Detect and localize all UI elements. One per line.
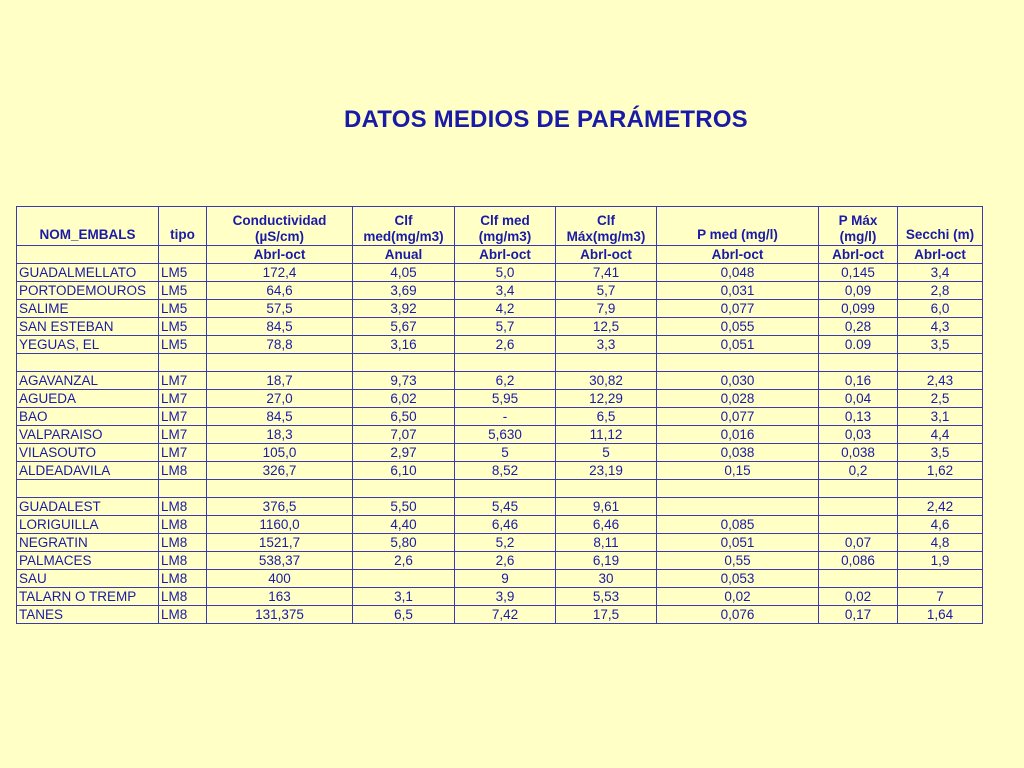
value-cell — [819, 498, 898, 516]
value-cell: 0,55 — [657, 552, 819, 570]
table-row — [17, 318, 983, 336]
reservoir-name-cell: SAU — [17, 570, 159, 588]
reservoir-name-cell: AGUEDA — [17, 390, 159, 408]
value-cell: 17,5 — [556, 606, 657, 624]
reservoir-name-cell: SALIME — [17, 300, 159, 318]
type-cell: LM8 — [159, 462, 207, 480]
value-cell: 0,085 — [657, 516, 819, 534]
value-cell: 1,62 — [898, 462, 983, 480]
value-cell: 0,04 — [819, 390, 898, 408]
value-cell: 18,3 — [207, 426, 353, 444]
value-cell: 12,29 — [556, 390, 657, 408]
type-cell — [159, 354, 207, 372]
type-cell: LM7 — [159, 444, 207, 462]
type-cell: LM8 — [159, 552, 207, 570]
value-cell: 30 — [556, 570, 657, 588]
value-cell: 163 — [207, 588, 353, 606]
value-cell: 3,9 — [455, 588, 556, 606]
reservoir-name-cell: SAN ESTEBAN — [17, 318, 159, 336]
value-cell — [556, 480, 657, 498]
value-cell: 5,95 — [455, 390, 556, 408]
value-cell: 6,5 — [556, 408, 657, 426]
value-cell — [556, 354, 657, 372]
reservoir-name-cell: VILASOUTO — [17, 444, 159, 462]
value-cell: 4,8 — [898, 534, 983, 552]
period-cell: Abrl-oct — [898, 246, 983, 264]
table-row — [17, 426, 983, 444]
value-cell: 0,053 — [657, 570, 819, 588]
type-cell: LM5 — [159, 264, 207, 282]
value-cell: 2,97 — [353, 444, 455, 462]
value-cell — [455, 480, 556, 498]
value-cell: 0,07 — [819, 534, 898, 552]
period-row — [17, 246, 983, 264]
value-cell: 5,80 — [353, 534, 455, 552]
value-cell: 6,46 — [455, 516, 556, 534]
value-cell — [819, 354, 898, 372]
value-cell: 1,9 — [898, 552, 983, 570]
table-row — [17, 300, 983, 318]
type-cell: LM8 — [159, 498, 207, 516]
value-cell: 0,016 — [657, 426, 819, 444]
value-cell: 11,12 — [556, 426, 657, 444]
value-cell — [455, 354, 556, 372]
period-cell: Abrl-oct — [819, 246, 898, 264]
value-cell: 0,048 — [657, 264, 819, 282]
value-cell: 6,2 — [455, 372, 556, 390]
value-cell: 7,42 — [455, 606, 556, 624]
period-cell: Abrl-oct — [657, 246, 819, 264]
value-cell: 4,40 — [353, 516, 455, 534]
value-cell: 2,43 — [898, 372, 983, 390]
type-cell — [159, 480, 207, 498]
value-cell: 4,3 — [898, 318, 983, 336]
value-cell: 5,0 — [455, 264, 556, 282]
value-cell: 2,42 — [898, 498, 983, 516]
value-cell: 0,051 — [657, 534, 819, 552]
value-cell: 0,13 — [819, 408, 898, 426]
value-cell: 3,5 — [898, 444, 983, 462]
value-cell: 172,4 — [207, 264, 353, 282]
value-cell: 0,2 — [819, 462, 898, 480]
value-cell: 3,4 — [898, 264, 983, 282]
type-cell: LM7 — [159, 390, 207, 408]
value-cell — [657, 498, 819, 516]
type-cell: LM7 — [159, 408, 207, 426]
value-cell — [353, 354, 455, 372]
value-cell — [819, 516, 898, 534]
table-row — [17, 516, 983, 534]
value-cell: 5 — [556, 444, 657, 462]
value-cell: - — [455, 408, 556, 426]
period-cell — [17, 246, 159, 264]
type-cell: LM8 — [159, 534, 207, 552]
value-cell: 105,0 — [207, 444, 353, 462]
value-cell: 3,1 — [353, 588, 455, 606]
value-cell: 7 — [898, 588, 983, 606]
value-cell: 5,53 — [556, 588, 657, 606]
value-cell: 5,45 — [455, 498, 556, 516]
value-cell: 0,086 — [819, 552, 898, 570]
col-header-clf-med-anual: Clf med(mg/m3) — [353, 207, 455, 246]
value-cell: 5,2 — [455, 534, 556, 552]
type-cell: LM5 — [159, 318, 207, 336]
reservoir-name-cell: NEGRATIN — [17, 534, 159, 552]
value-cell: 0,17 — [819, 606, 898, 624]
type-cell: LM8 — [159, 516, 207, 534]
value-cell: 7,41 — [556, 264, 657, 282]
value-cell — [898, 570, 983, 588]
period-cell: Anual — [353, 246, 455, 264]
value-cell: 6,19 — [556, 552, 657, 570]
table-row — [17, 534, 983, 552]
value-cell: 0,076 — [657, 606, 819, 624]
type-cell: LM8 — [159, 606, 207, 624]
table-row — [17, 372, 983, 390]
value-cell — [898, 480, 983, 498]
reservoir-name-cell — [17, 480, 159, 498]
type-cell: LM5 — [159, 300, 207, 318]
value-cell: 1521,7 — [207, 534, 353, 552]
value-cell — [207, 354, 353, 372]
value-cell: 4,2 — [455, 300, 556, 318]
table-row — [17, 390, 983, 408]
value-cell: 2,6 — [353, 552, 455, 570]
header-row — [17, 207, 983, 246]
value-cell: 0,077 — [657, 408, 819, 426]
value-cell: 2,5 — [898, 390, 983, 408]
value-cell — [898, 354, 983, 372]
table-row — [17, 552, 983, 570]
table-row — [17, 444, 983, 462]
value-cell: 3,16 — [353, 336, 455, 354]
value-cell: 64,6 — [207, 282, 353, 300]
value-cell: 9 — [455, 570, 556, 588]
value-cell: 1160,0 — [207, 516, 353, 534]
value-cell: 2,6 — [455, 552, 556, 570]
reservoir-name-cell: TANES — [17, 606, 159, 624]
value-cell: 84,5 — [207, 408, 353, 426]
table-row — [17, 588, 983, 606]
value-cell: 2,6 — [455, 336, 556, 354]
value-cell: 84,5 — [207, 318, 353, 336]
value-cell: 6,50 — [353, 408, 455, 426]
value-cell: 9,61 — [556, 498, 657, 516]
value-cell: 0,03 — [819, 426, 898, 444]
value-cell: 3,3 — [556, 336, 657, 354]
value-cell: 27,0 — [207, 390, 353, 408]
value-cell: 57,5 — [207, 300, 353, 318]
value-cell: 4,6 — [898, 516, 983, 534]
col-header-secchi: Secchi (m) — [898, 207, 983, 246]
type-cell: LM8 — [159, 588, 207, 606]
table-row — [17, 570, 983, 588]
value-cell: 0,055 — [657, 318, 819, 336]
table-row — [17, 264, 983, 282]
value-cell — [353, 570, 455, 588]
value-cell: 0,038 — [819, 444, 898, 462]
value-cell: 0,099 — [819, 300, 898, 318]
value-cell: 0,028 — [657, 390, 819, 408]
value-cell — [657, 354, 819, 372]
value-cell: 12,5 — [556, 318, 657, 336]
value-cell: 78,8 — [207, 336, 353, 354]
reservoir-name-cell: AGAVANZAL — [17, 372, 159, 390]
reservoir-name-cell: GUADALEST — [17, 498, 159, 516]
type-cell: LM5 — [159, 282, 207, 300]
value-cell: 8,11 — [556, 534, 657, 552]
table-row — [17, 408, 983, 426]
table-row — [17, 282, 983, 300]
value-cell: 3,1 — [898, 408, 983, 426]
reservoir-name-cell: TALARN O TREMP — [17, 588, 159, 606]
value-cell: 18,7 — [207, 372, 353, 390]
value-cell — [819, 480, 898, 498]
period-cell: Abrl-oct — [556, 246, 657, 264]
reservoir-name-cell: ALDEADAVILA — [17, 462, 159, 480]
table-row — [17, 606, 983, 624]
reservoir-name-cell: VALPARAISO — [17, 426, 159, 444]
value-cell: 6,10 — [353, 462, 455, 480]
col-header-clf-med: Clf med (mg/m3) — [455, 207, 556, 246]
col-header-nom-embals: NOM_EMBALS — [17, 207, 159, 246]
reservoir-name-cell: BAO — [17, 408, 159, 426]
value-cell: 5,50 — [353, 498, 455, 516]
value-cell: 0,02 — [819, 588, 898, 606]
value-cell: 8,52 — [455, 462, 556, 480]
value-cell: 0,051 — [657, 336, 819, 354]
value-cell: 2,8 — [898, 282, 983, 300]
value-cell: 1,64 — [898, 606, 983, 624]
value-cell: 4,05 — [353, 264, 455, 282]
reservoir-name-cell: LORIGUILLA — [17, 516, 159, 534]
period-cell: Abrl-oct — [207, 246, 353, 264]
value-cell: 9,73 — [353, 372, 455, 390]
type-cell: LM5 — [159, 336, 207, 354]
value-cell: 0,031 — [657, 282, 819, 300]
value-cell: 0,28 — [819, 318, 898, 336]
value-cell: 6,5 — [353, 606, 455, 624]
value-cell: 30,82 — [556, 372, 657, 390]
value-cell: 4,4 — [898, 426, 983, 444]
value-cell — [657, 480, 819, 498]
value-cell: 6,0 — [898, 300, 983, 318]
period-cell: Abrl-oct — [455, 246, 556, 264]
value-cell: 5 — [455, 444, 556, 462]
value-cell: 3,92 — [353, 300, 455, 318]
value-cell: 5,7 — [455, 318, 556, 336]
value-cell — [819, 570, 898, 588]
value-cell: 0,030 — [657, 372, 819, 390]
value-cell: 6,46 — [556, 516, 657, 534]
value-cell — [207, 480, 353, 498]
table-body — [17, 264, 983, 624]
col-header-conductividad: Conductividad (µS/cm) — [207, 207, 353, 246]
value-cell: 0,15 — [657, 462, 819, 480]
value-cell: 7,9 — [556, 300, 657, 318]
parameters-table — [16, 206, 983, 624]
value-cell: 0,16 — [819, 372, 898, 390]
type-cell: LM8 — [159, 570, 207, 588]
reservoir-name-cell: GUADALMELLATO — [17, 264, 159, 282]
value-cell: 0,077 — [657, 300, 819, 318]
value-cell: 0,145 — [819, 264, 898, 282]
value-cell: 400 — [207, 570, 353, 588]
page-title: DATOS MEDIOS DE PARÁMETROS — [344, 106, 748, 133]
table-row — [17, 498, 983, 516]
value-cell: 23,19 — [556, 462, 657, 480]
type-cell: LM7 — [159, 426, 207, 444]
reservoir-name-cell — [17, 354, 159, 372]
value-cell: 3,5 — [898, 336, 983, 354]
value-cell: 538,37 — [207, 552, 353, 570]
value-cell: 5,7 — [556, 282, 657, 300]
value-cell: 376,5 — [207, 498, 353, 516]
table-row — [17, 462, 983, 480]
value-cell: 326,7 — [207, 462, 353, 480]
reservoir-name-cell: PALMACES — [17, 552, 159, 570]
value-cell: 131,375 — [207, 606, 353, 624]
period-cell — [159, 246, 207, 264]
table-row — [17, 354, 983, 372]
value-cell: 0.09 — [819, 336, 898, 354]
value-cell: 5,67 — [353, 318, 455, 336]
value-cell: 7,07 — [353, 426, 455, 444]
value-cell: 3,69 — [353, 282, 455, 300]
table-row — [17, 480, 983, 498]
reservoir-name-cell: PORTODEMOUROS — [17, 282, 159, 300]
value-cell: 0,09 — [819, 282, 898, 300]
reservoir-name-cell: YEGUAS, EL — [17, 336, 159, 354]
col-header-p-med: P med (mg/l) — [657, 207, 819, 246]
value-cell: 3,4 — [455, 282, 556, 300]
value-cell: 0,02 — [657, 588, 819, 606]
table-row — [17, 336, 983, 354]
value-cell: 6,02 — [353, 390, 455, 408]
col-header-tipo: tipo — [159, 207, 207, 246]
value-cell: 5,630 — [455, 426, 556, 444]
value-cell — [353, 480, 455, 498]
value-cell: 0,038 — [657, 444, 819, 462]
col-header-p-max: P Máx (mg/l) — [819, 207, 898, 246]
col-header-clf-max: Clf Máx(mg/m3) — [556, 207, 657, 246]
type-cell: LM7 — [159, 372, 207, 390]
